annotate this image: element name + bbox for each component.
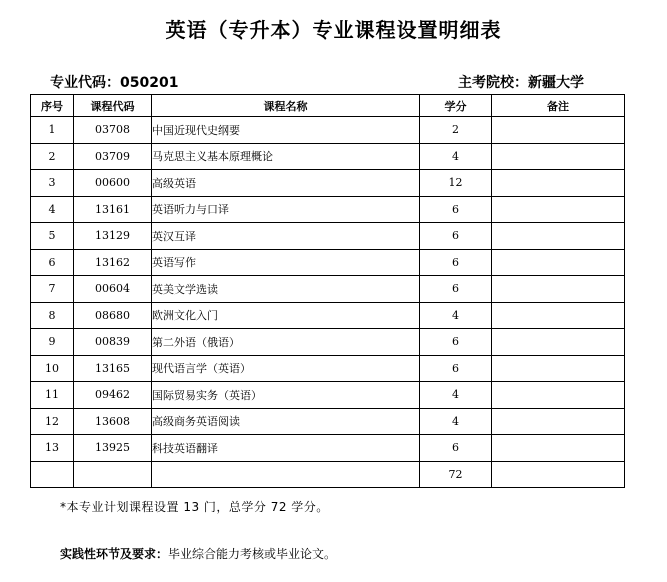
cell-no: 2 bbox=[31, 143, 74, 170]
cell-name: 欧洲文化入门 bbox=[152, 302, 420, 329]
cell-credit: 6 bbox=[420, 435, 492, 462]
cell-remark bbox=[492, 302, 625, 329]
cell-credit: 6 bbox=[420, 249, 492, 276]
cell-code: 03708 bbox=[74, 117, 152, 144]
cell-credit: 6 bbox=[420, 196, 492, 223]
table-row bbox=[31, 170, 625, 197]
cell-credit: 4 bbox=[420, 382, 492, 409]
cell-name bbox=[152, 461, 420, 488]
cell-remark bbox=[492, 355, 625, 382]
page-title: 英语（专升本）专业课程设置明细表 bbox=[165, 18, 502, 42]
cell-no: 8 bbox=[31, 302, 74, 329]
cell-code: 13165 bbox=[74, 355, 152, 382]
cell-remark bbox=[492, 196, 625, 223]
table-row bbox=[31, 355, 625, 382]
table-row bbox=[31, 196, 625, 223]
cell-credit: 2 bbox=[420, 117, 492, 144]
table-row bbox=[31, 461, 625, 488]
practice-requirements bbox=[60, 545, 336, 562]
cell-code: 13925 bbox=[74, 435, 152, 462]
cell-code: 13129 bbox=[74, 223, 152, 250]
header-code: 课程代码 bbox=[74, 95, 152, 117]
cell-code: 13161 bbox=[74, 196, 152, 223]
table-header-row bbox=[31, 95, 625, 117]
cell-credit: 6 bbox=[420, 223, 492, 250]
cell-code: 00600 bbox=[74, 170, 152, 197]
cell-remark bbox=[492, 408, 625, 435]
cell-code: 13162 bbox=[74, 249, 152, 276]
cell-code: 13608 bbox=[74, 408, 152, 435]
cell-no bbox=[31, 461, 74, 488]
cell-credit: 12 bbox=[420, 170, 492, 197]
cell-remark bbox=[492, 170, 625, 197]
cell-no: 7 bbox=[31, 276, 74, 303]
table-row bbox=[31, 435, 625, 462]
header-credit: 学分 bbox=[420, 95, 492, 117]
cell-no: 10 bbox=[31, 355, 74, 382]
cell-no: 11 bbox=[31, 382, 74, 409]
cell-credit: 6 bbox=[420, 355, 492, 382]
summary-note: *本专业计划课程设置 13 门，总学分 72 学分。 bbox=[60, 500, 329, 514]
cell-name: 马克思主义基本原理概论 bbox=[152, 143, 420, 170]
header-no: 序号 bbox=[31, 95, 74, 117]
cell-name: 现代语言学（英语） bbox=[152, 355, 420, 382]
table-row bbox=[31, 408, 625, 435]
cell-name: 英美文学选读 bbox=[152, 276, 420, 303]
cell-remark bbox=[492, 143, 625, 170]
table-row bbox=[31, 117, 625, 144]
table-row bbox=[31, 249, 625, 276]
table-row bbox=[31, 143, 625, 170]
cell-credit: 4 bbox=[420, 143, 492, 170]
cell-code: 03709 bbox=[74, 143, 152, 170]
cell-name: 高级英语 bbox=[152, 170, 420, 197]
table-row bbox=[31, 329, 625, 356]
cell-credit: 72 bbox=[420, 461, 492, 488]
cell-code bbox=[74, 461, 152, 488]
cell-credit: 6 bbox=[420, 276, 492, 303]
header-remark: 备注 bbox=[492, 95, 625, 117]
course-table bbox=[30, 94, 625, 488]
cell-no: 4 bbox=[31, 196, 74, 223]
cell-name: 科技英语翻译 bbox=[152, 435, 420, 462]
cell-name: 英汉互译 bbox=[152, 223, 420, 250]
cell-name: 国际贸易实务（英语） bbox=[152, 382, 420, 409]
cell-code: 00604 bbox=[74, 276, 152, 303]
cell-credit: 6 bbox=[420, 329, 492, 356]
cell-remark bbox=[492, 276, 625, 303]
cell-remark bbox=[492, 382, 625, 409]
cell-name: 高级商务英语阅读 bbox=[152, 408, 420, 435]
major-code: 专业代码：050201 bbox=[50, 75, 179, 91]
cell-remark bbox=[492, 223, 625, 250]
exam-school: 主考院校：新疆大学 bbox=[458, 75, 584, 91]
table-row bbox=[31, 276, 625, 303]
cell-remark bbox=[492, 461, 625, 488]
cell-no: 1 bbox=[31, 117, 74, 144]
table-row bbox=[31, 302, 625, 329]
cell-remark bbox=[492, 435, 625, 462]
cell-name: 英语写作 bbox=[152, 249, 420, 276]
cell-name: 第二外语（俄语） bbox=[152, 329, 420, 356]
cell-code: 09462 bbox=[74, 382, 152, 409]
cell-remark bbox=[492, 117, 625, 144]
cell-no: 9 bbox=[31, 329, 74, 356]
cell-remark bbox=[492, 249, 625, 276]
cell-credit: 4 bbox=[420, 408, 492, 435]
cell-code: 00839 bbox=[74, 329, 152, 356]
cell-name: 中国近现代史纲要 bbox=[152, 117, 420, 144]
table-row bbox=[31, 382, 625, 409]
cell-no: 6 bbox=[31, 249, 74, 276]
cell-no: 12 bbox=[31, 408, 74, 435]
cell-name: 英语听力与口译 bbox=[152, 196, 420, 223]
cell-no: 3 bbox=[31, 170, 74, 197]
cell-remark bbox=[492, 329, 625, 356]
header-name: 课程名称 bbox=[152, 95, 420, 117]
practice-text: 毕业综合能力考核或毕业论文。 bbox=[168, 547, 337, 561]
cell-no: 5 bbox=[31, 223, 74, 250]
cell-code: 08680 bbox=[74, 302, 152, 329]
table-row bbox=[31, 223, 625, 250]
table-body bbox=[31, 117, 625, 488]
cell-credit: 4 bbox=[420, 302, 492, 329]
cell-no: 13 bbox=[31, 435, 74, 462]
practice-label: 实践性环节及要求： bbox=[60, 547, 169, 561]
